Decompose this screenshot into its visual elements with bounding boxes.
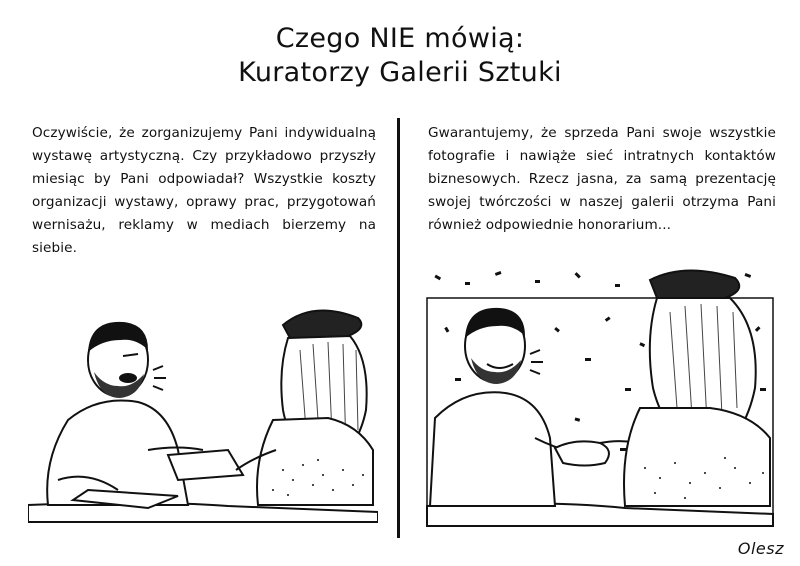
right-panel-illustration (425, 268, 775, 530)
artist-signature: Olesz (737, 539, 784, 558)
left-panel-illustration (28, 300, 378, 530)
documents (168, 450, 243, 480)
right-panel-caption: Gwarantujemy, że sprzeda Pani swoje wszystkie fotografie i nawiąże sieć intratnych kontaktów biznesowych. Rzecz jasna, za samą prezentację swojej twórczości w naszej galerii otrzyma Pani również odpowiednie honorarium... (428, 125, 776, 233)
title-line-1: Czego NIE mówią: (275, 23, 525, 54)
title-line-2: Kuratorzy Galerii Sztuki (238, 57, 562, 88)
panel-divider (397, 118, 400, 538)
left-panel-caption: Oczywiście, że zorganizujemy Pani indywidualną wystawę artystyczną. Czy przykładowo przyszły miesiąc by Pani odpowiadał? Wszystkie koszty organizacji wystawy, oprawy prac, przygotowań wernisażu, reklamy w mediach bierzemy na siebie. (32, 125, 376, 256)
artist-woman-figure (236, 310, 373, 505)
comic-title (0, 22, 800, 90)
